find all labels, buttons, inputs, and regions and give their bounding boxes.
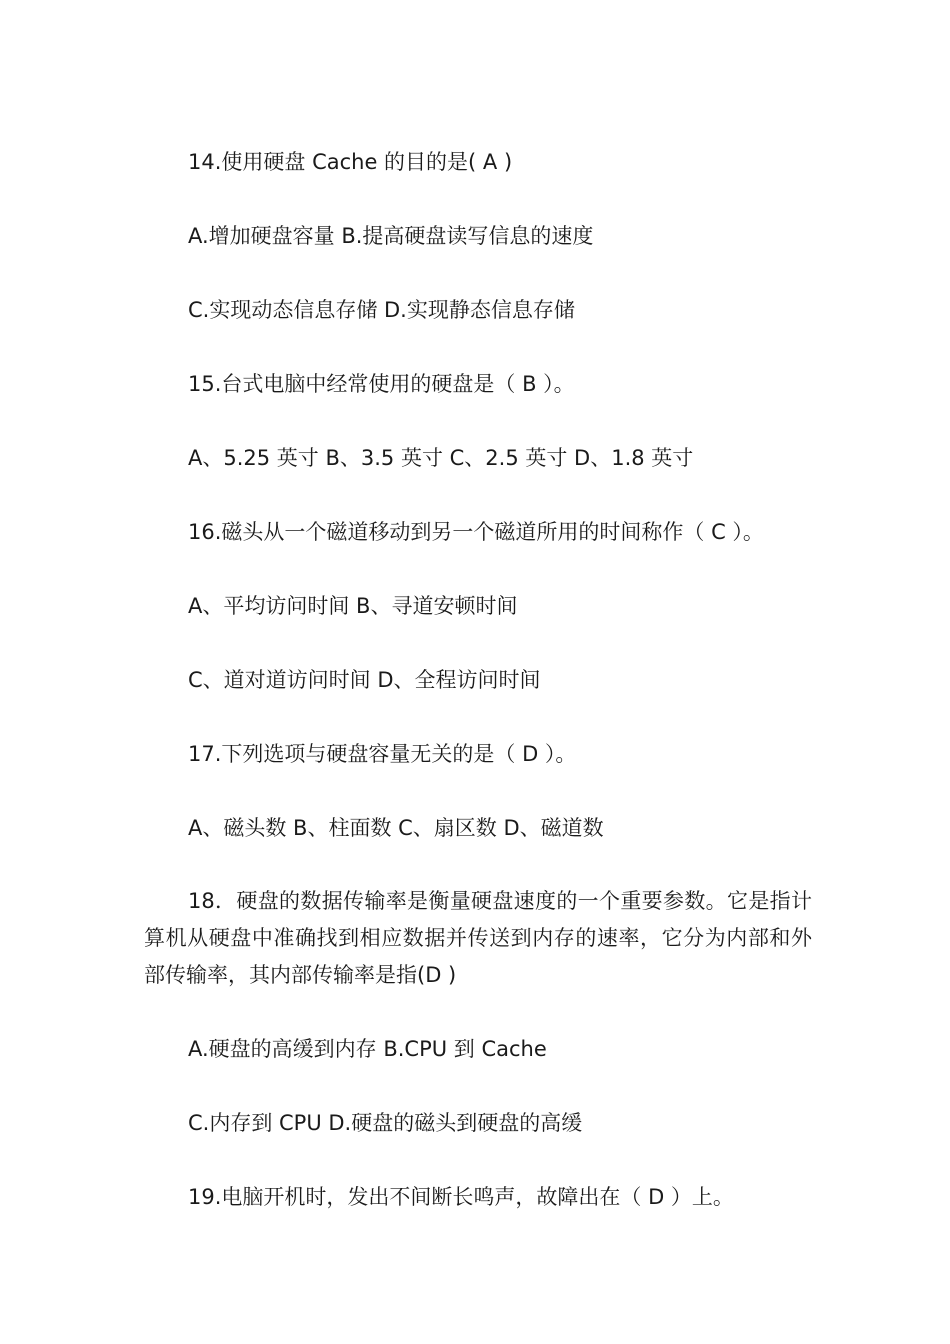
question-18-options-cd: C.内存到 CPU D.硬盘的磁头到硬盘的高缓 <box>188 1111 583 1135</box>
question-19: 19.电脑开机时，发出不间断长鸣声，故障出在（ D ）上。 <box>188 1185 734 1209</box>
question-18-paragraph: 18．硬盘的数据传输率是衡量硬盘速度的一个重要参数。它是指计算机从硬盘中准确找到相应数据并传送到内存的速率，它分为内部和外部传输率，其内部传输率是指(D ) <box>144 889 812 987</box>
question-15: 15.台式电脑中经常使用的硬盘是（ B ）。 <box>188 372 575 396</box>
question-15-options: A、5.25 英寸 B、3.5 英寸 C、2.5 英寸 D、1.8 英寸 <box>188 446 694 470</box>
question-14-options-ab: A.增加硬盘容量 B.提高硬盘读写信息的速度 <box>188 224 594 248</box>
question-17-options: A、磁头数 B、柱面数 C、扇区数 D、磁道数 <box>188 816 604 840</box>
question-18-options-ab: A.硬盘的高缓到内存 B.CPU 到 Cache <box>188 1037 547 1061</box>
question-17: 17.下列选项与硬盘容量无关的是（ D ）。 <box>188 742 577 766</box>
question-16-options-cd: C、道对道访问时间 D、全程访问时间 <box>188 668 541 692</box>
question-14-options-cd: C.实现动态信息存储 D.实现静态信息存储 <box>188 298 575 322</box>
question-14: 14.使用硬盘 Cache 的目的是( A ) <box>188 150 513 174</box>
question-16: 16.磁头从一个磁道移动到另一个磁道所用的时间称作（ C ）。 <box>188 520 764 544</box>
question-16-options-ab: A、平均访问时间 B、寻道安顿时间 <box>188 594 518 618</box>
